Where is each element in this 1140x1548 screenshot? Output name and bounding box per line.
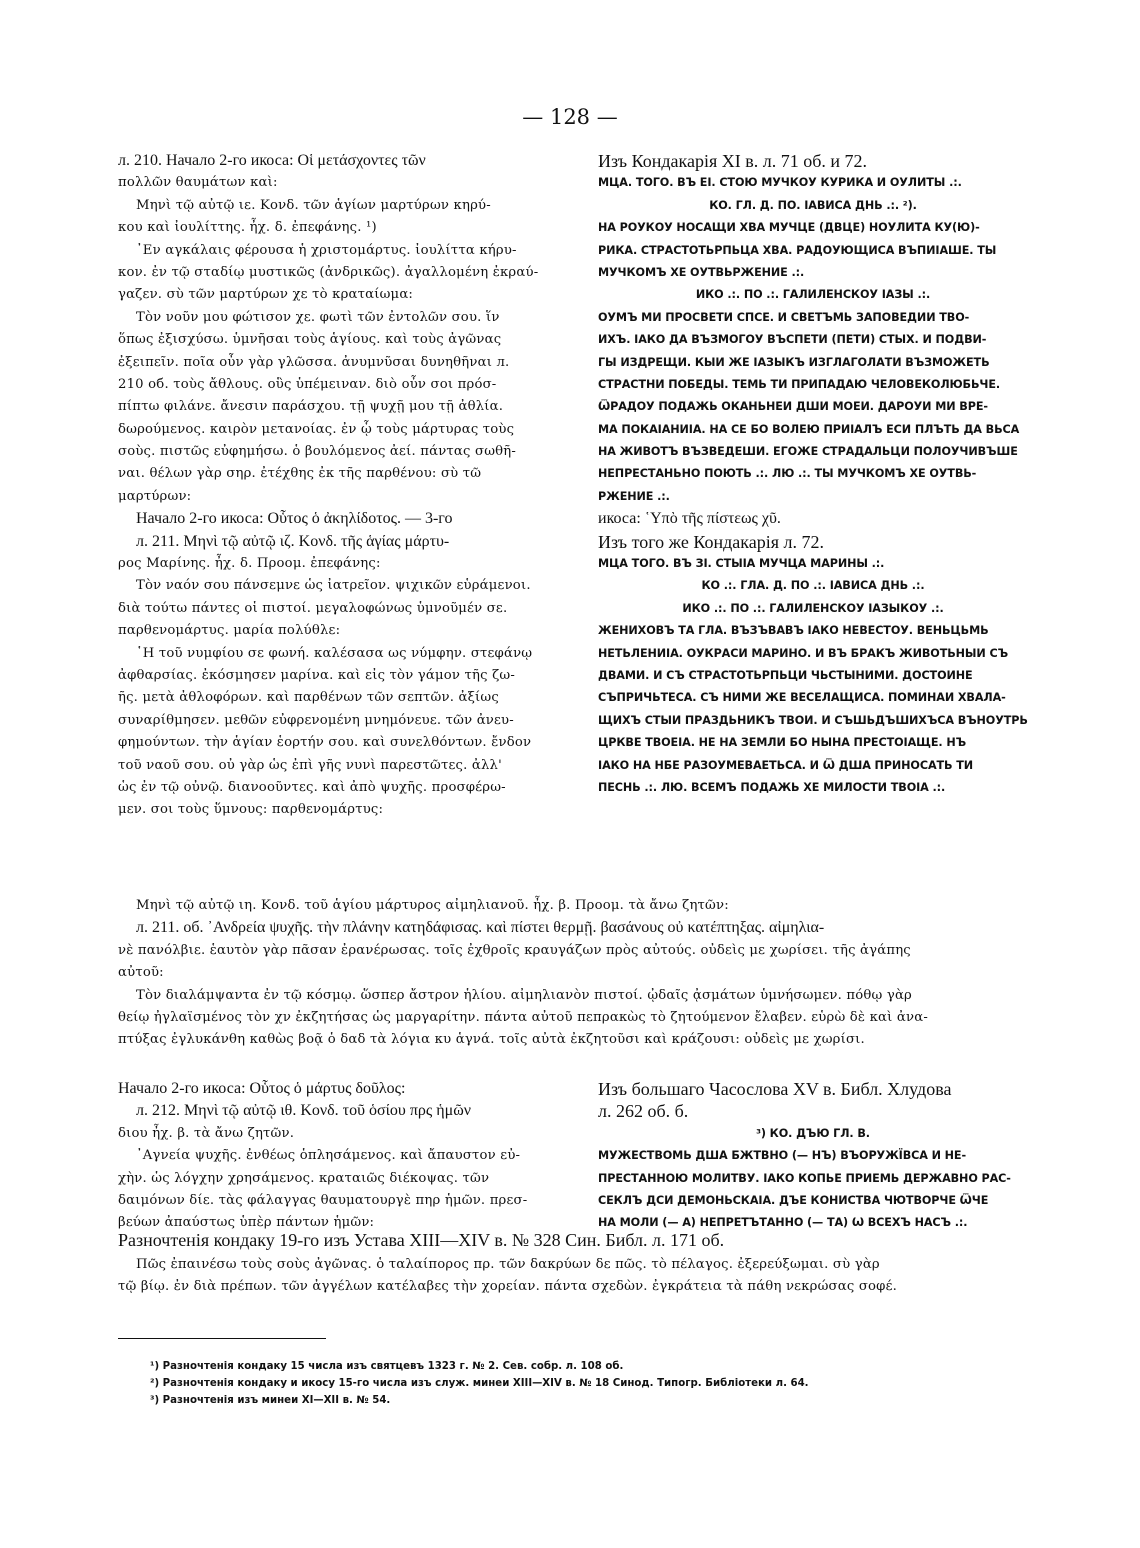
text-line: НЕТЬЛЕНИІА. ОУКРАСИ МАРИНО. И ВЪ БРАКЪ ЖИВОТЬНЫИ СЪ [598,646,1008,660]
text-line: ѾРАДОУ ПОДАЖЬ ОКАНЬНЕИ ДШИ МОЕИ. ДАРОУИ МИ ВРЕ- [598,400,988,414]
right-column-bottom [598,1078,1028,1235]
text-line: πολλῶν θαυμάτων καὶ: [118,175,278,191]
text-line: икоса: ῾Υπὸ τῆς πίστεως χῦ. [598,510,781,528]
text-line: ГЫ ИЗДРЕЩИ. КЫИ ЖЕ ІАЗЫКЪ ИЗГЛАГОЛАТИ ВЪЗМОЖЕТЬ [598,355,990,369]
text-line: л. 212. Μηνὶ τῷ αὐτῷ ιθ. Κονδ. τοῦ ὁσίου πρς ἡμῶν [136,1102,471,1120]
text-line: κου καὶ ἰουλίττης. ἦχ. δ. ἐπεφάνης. ¹) [118,220,377,236]
text-line: μεν. σοι τοὺς ὕμνους: παρθενομάρτυς: [118,802,384,818]
text-line: ὅπως ἐξισχύσω. ὑμνῆσαι τοὺς ἁγίους. καὶ τοὺς ἀγῶνας [118,332,502,348]
text-line: ІАКО НА НБЕ РАЗОУМЕВАЕТЬСА. И Ѿ ДША ПРИНОСАТЬ ТИ [598,758,974,772]
text-line: Изъ Кондакарія XI в. л. 71 об. и 72. [598,151,868,171]
text-line: Начало 2-го икоса: Οὗτος ὁ μάρτυς δοῦλος: [118,1080,406,1097]
text-line: СЕКЛЪ ДСИ ДЕМОНЬСКАІА. ДЪЕ КОНИСТВА ЧЮТВОРЧЕ ѾЧЕ [598,1193,989,1207]
text-line: Μηνὶ τῷ αὐτῷ ιε. Κονδ. τῶν ἁγίων μαρτύρων κηρύ- [136,197,491,213]
text-line: 210 об. τοὺς ἄθλους. οὓς ὑπέμειναν. διὸ οὖν σοι πρόσ- [118,376,497,392]
bottom-full-width-block [118,1254,1034,1299]
text-line: МЦА. ТОГО. ВЪ ЕІ. СТОЮ МУЧКОУ КУРИКА И ОУЛИТЫ .:. [598,176,962,190]
text-line: φημούντων. τὴν ἁγίαν ἑορτήν σου. καὶ συνελθόντων. ἔνδον [118,735,532,751]
text-line: Изъ большаго Часослова XV в. Библ. Хлудова [598,1079,952,1099]
footnote-rule [118,1338,326,1339]
text-line: ПЕСНЬ .:. ЛЮ. ВСЕМЪ ПОДАЖЬ ХЕ МИЛОСТИ ТВОІА .:. [598,780,946,794]
text-line: СТРАСТНИ ПОБЕДЫ. ТЕМЬ ТИ ПРИПАДАЮ ЧЕЛОВЕКОЛЮБЬЧЕ. [598,377,1001,391]
text-line: διου ἦχ. β. τὰ ἄνω ζητῶν. [118,1125,295,1141]
text-line: ДВАМИ. И СЪ СТРАСТОТЬРПЬЦИ ЧЬСТЫНИМИ. ДОСТОИНЕ [598,668,973,682]
text-line: КО. ГЛ. Д. ПО. ІАВИСА ДНЬ .:. ²). [709,198,917,212]
footnote: ³) Разночтенія изъ минеи XI—XII в. № 54. [150,1395,391,1406]
text-line: ИКО .:. ПО .:. ГАЛИЛЕНСКОУ ІАЗЫКОУ .:. [682,601,944,615]
text-line: γαζεν. σὺ τῶν μαρτύρων χε τὸ κραταίωμα: [118,287,414,303]
text-line: ᾿Εν αγκάλαις φέρουσα ἡ χριστομάρτυς. ἰουλίττα κήρυ- [136,242,517,258]
text-line: МУЖЕСТВОМЬ ДША БЖТВНО (— НЪ) ВЪОРУЖЇВСА И НЕ- [598,1149,967,1163]
text-line: НА МОЛИ (— А) НЕПРЕТЪТАННО (— ТА) Ѡ ВСЕХЪ НАСЪ .:. [598,1216,968,1230]
text-line: ἐξειπεῖν. ποῖα οὖν γὰρ γλῶσσα. ἀνυμνῦσαι δυνηθῆναι л. [118,354,510,370]
text-line: МУЧКОМЪ ХЕ ОУТВЬРЖЕНИЕ .:. [598,265,805,279]
text-line: ³) КО. ДЪЮ ГЛ. В. [756,1126,870,1140]
text-line: ρος Μαρίνης. ἦχ. δ. Προομ. ἐπεφάνης: [118,556,381,572]
footnote: ²) Разночтенія кондаку и икосу 15-го числа изъ служ. минеи XIII—XIV в. № 18 Синод. Типогр. Библіотеки л. 64. [150,1378,809,1389]
text-line: ᾿Αγνεία ψυχῆς. ἐνθέως ὁπλησάμενος. καὶ ἄπαυστον εὐ- [136,1148,521,1164]
text-line: συναρίθμησεν. μεθῶν εὐφρενομένη μνημόνευε. τῶν ἀνευ- [118,712,514,728]
text-line: РИКА. СТРАСТОТЬРПЬЦА ХВА. РАДОУЮЩИСА ВЪПИІАШЕ. ТЫ [598,243,997,257]
text-line: Μηνὶ τῷ αὐτῷ ιη. Κονδ. τοῦ ἁγίου μάρτυρος αἰμηλιανοῦ. ἦχ. β. Προομ. τὰ ἄνω ζητῶν: [136,898,729,913]
text-line: παρθενομάρτυς. μαρία πολύθλε: [118,623,341,639]
text-line: Τὸν νοῦν μου φώτισον χε. φωτὶ τῶν ἐντολῶν σου. ἵν [136,309,500,325]
text-line: χὴν. ὡς λόγχην χρησάμενος. κραταιῶς διέκοψας. τῶν [118,1170,490,1186]
text-line: αὐτοῦ: [118,965,164,981]
text-line: ОУМЪ МИ ПРОСВЕТИ СПСЕ. И СВЕТЪМЬ ЗАПОВЕДИИ ТВО- [598,310,970,324]
text-line: νὲ πανόλβιε. ἑαυτὸν γὰρ πᾶσαν ἐρανέρωσας. τοῖς ἐχθροῖς κραυγάζων πρὸς αὐτούς. οὐδεὶς με χωρίσει. τῆς ἀγάπης [118,942,911,958]
text-line: ЦРКВЕ ТВОЕІА. НЕ НА ЗЕМЛИ БО НЫНА ПРЕСТОІАЩЕ. НЪ [598,736,967,750]
text-line: ῆς. μετὰ ἀθλοφόρων. καὶ παρθένων τῶν σεπτῶν. ἀξίως [118,690,499,706]
text-line: τῷ βίῳ. ἐν διὰ πρέπων. τῶν ἀγγέλων κατέλαβες τὴν χορείαν. πάντα σχεδὼν. ἐγκράτεια τὰ πάθη νεκρώσας σοφέ. [118,1279,898,1295]
text-line: ЖЕНИХОВЪ ТА ГЛА. ВЪЗЪВАВЪ ІАКО НЕВЕСТОУ. ВЕНЬЦЬМЬ [598,624,989,638]
text-line: ИКО .:. ПО .:. ГАЛИЛЕНСКОУ ІАЗЫ .:. [695,288,931,302]
text-line: л. 211. Μηνὶ τῷ αὐτῷ ιζ. Κονδ. τῆς ἁγίας μάρτυ- [136,532,450,550]
footnote: ¹) Разночтенія кондаку 15 числа изъ святцевъ 1323 г. № 2. Сев. собр. л. 108 об. [150,1361,624,1372]
text-line: ἀφθαρσίας. ἐκόσμησεν μαρίνα. καὶ εἰς τὸν γάμον τῆς ζω- [118,667,516,683]
text-line: πτύξας ἐγλυκάνθη καθὼς βοᾷ ὁ δαδ τὰ λόγια κυ ἁγνά. τοῖς αὐτὰ ἐκζητοῦσι καὶ κράζουσι: οὐδεὶς με χωρίσι. [118,1032,865,1048]
text-line: л. 211. об. ᾿Ανδρεία ψυχῆς. τὴν πλάνην κατηδάφισας. καὶ πίστει θερμῇ. βασάνους οὐ κατέπτηξας. αἰμηλια- [136,919,825,937]
text-line: МА ПОКАІАНИІА. НА СЕ БО ВОЛЕЮ ПРИІАЛЪ ЕСИ ПЛЪТЬ ДА ВЬСА [598,422,1020,436]
text-line: ῾Η τοῦ νυμφίου σε φωνή. καλέσασα ως νύμφην. στεφάνῳ [136,645,533,661]
text-line: πίπτω φιλάνε. ἄνεσιν παράσχου. τῇ ψυχῇ μου τῇ ἀθλία. [118,399,504,415]
text-line: НА РОУКОУ НОСАЩИ ХВА МУЧЦЕ (ДВЦЕ) НОУЛИТА КУ(Ю)- [598,221,980,235]
text-line: ὡς ἐν τῷ οὐνῷ. διανοοῦντες. καὶ ἀπὸ ψυχῆς. προσφέρω- [118,779,506,795]
text-line: Изъ того же Кондакарія л. 72. [598,531,824,552]
text-line: ПРЕСТАННОЮ МОЛИТВУ. ІАКО КОПЬЕ ПРИЕМЬ ДЕРЖАВНО РАС- [598,1171,1011,1185]
text-line: СЪПРИЧЬТЕСА. СЪ НИМИ ЖЕ ВЕСЕЛАЩИСА. ПОМИНАИ ХВАЛА- [598,691,1006,705]
text-line: ИХЪ. ІАКО ДА ВЪЗМОГОУ ВЪСПЕТИ (ПЕТИ) СТЫХ. И ПОДВИ- [598,333,987,347]
right-column-top [598,150,1028,799]
text-line: δαιμόνων δίε. τὰς φάλαγγας θαυματουργὲ πηρ ἡμῶν. πρεσ- [118,1192,528,1208]
text-line: Πῶς ἐπαινέσω τοὺς σοὺς ἀγῶνας. ὁ ταλαίπορος πρ. τῶν δακρύων δε πῶς. τὸ πέλαγος. ἐξερεύξωμαι. σὺ γὰρ [136,1257,880,1272]
text-line: КО .:. ГЛА. Д. ПО .:. ІАВИСА ДНЬ .:. [701,579,925,593]
footnotes [150,1358,1030,1409]
text-line: НА ЖИВОТЪ ВЪЗВЕДЕШИ. ЕГОЖЕ СТРАДАЛЬЦИ ПОЛОУЧИВЪШЕ [598,445,1018,459]
text-line: ναι. θέλων γὰρ σηρ. ἐτέχθης ἐκ τῆς παρθένου: σὺ τῶ [118,466,482,482]
text-line: τοῦ ναοῦ σου. οὐ γὰρ ὡς ἐπὶ γῆς νυνὶ παρεστῶτες. ἀλλ' [118,757,502,773]
text-line: Τὸν διαλάμψαντα ἐν τῷ κόσμῳ. ὥσπερ ἄστρον ἡλίου. αἰμηλιανὸν πιστοί. ᾠδαῖς ᾀσμάτων ὑμνήσωμεν. πόθῳ γὰρ [136,987,913,1003]
text-line: δωρούμενος. καιρὸν μετανοίας. ἐν ᾧ τοὺς μάρτυρας τοὺς [118,421,515,437]
left-column-top [118,150,588,822]
text-line: διὰ τούτω πάντες οἱ πιστοί. μεγαλοφώνως ὑμνοῦμέν σε. [118,600,508,616]
text-line: МЦА ТОГО. ВЪ ЗІ. СТЫІА МУЧЦА МАРИНЫ .:. [598,557,885,571]
text-line: σοὺς. πιστῶς εὐφημήσω. ὁ βουλόμενος ἀεί. πάντας σωθῆ- [118,444,517,460]
text-line: л. 210. Начало 2-го икоса: Οἱ μετάσχοντες τῶν [118,152,426,169]
text-line: βεύων ἀπαύστως ὑπὲρ πάντων ἡμῶν: [118,1215,375,1231]
text-line: НЕПРЕСТАНЬНО ПОЮТЬ .:. ЛЮ .:. ТЫ МУЧКОМЪ ХЕ ОУТВЬ- [598,467,977,481]
left-column-bottom [118,1078,588,1235]
text-line: Начало 2-го икоса: Οὗτος ὁ ἀκηλίδοτος. — 3-го [136,510,453,528]
text-line: РЖЕНИЕ .:. [598,489,670,503]
text-line: Τὸν ναόν σου πάνσεμνε ὡς ἰατρεῖον. ψιχικῶν εὑράμενοι. [136,578,531,594]
text-line: κον. ἐν τῷ σταδίῳ μυστικῶς (ἀνδρικῶς). ἀγαλλομένη ἐκραύ- [118,264,539,280]
text-line: μαρτύρων: [118,488,192,504]
variant-heading: Разночтенія кондаку 19-го изъ Устава XIII—XIV в. № 328 Син. Библ. л. 171 об. [118,1230,725,1250]
text-line: ЩИХЪ СТЫИ ПРАЗДЬНИКЪ ТВОИ. И СЪШЬДЪШИХЪСА ВЪНОУТРЬ [598,713,1028,727]
text-line: θείῳ ἠγλαϊσμένος τὸν χν ἐκζητήσας ὡς μαργαρίτην. πάντα αὐτοῦ πεπρακὼς τὸ ζητούμενον ἔλαβεν. εὑρὼ δὲ καὶ ἀνα- [118,1009,928,1025]
text-line: л. 262 об. б. [598,1101,689,1122]
middle-full-width-block [118,895,1034,1052]
page-number: — 128 — [522,105,618,129]
